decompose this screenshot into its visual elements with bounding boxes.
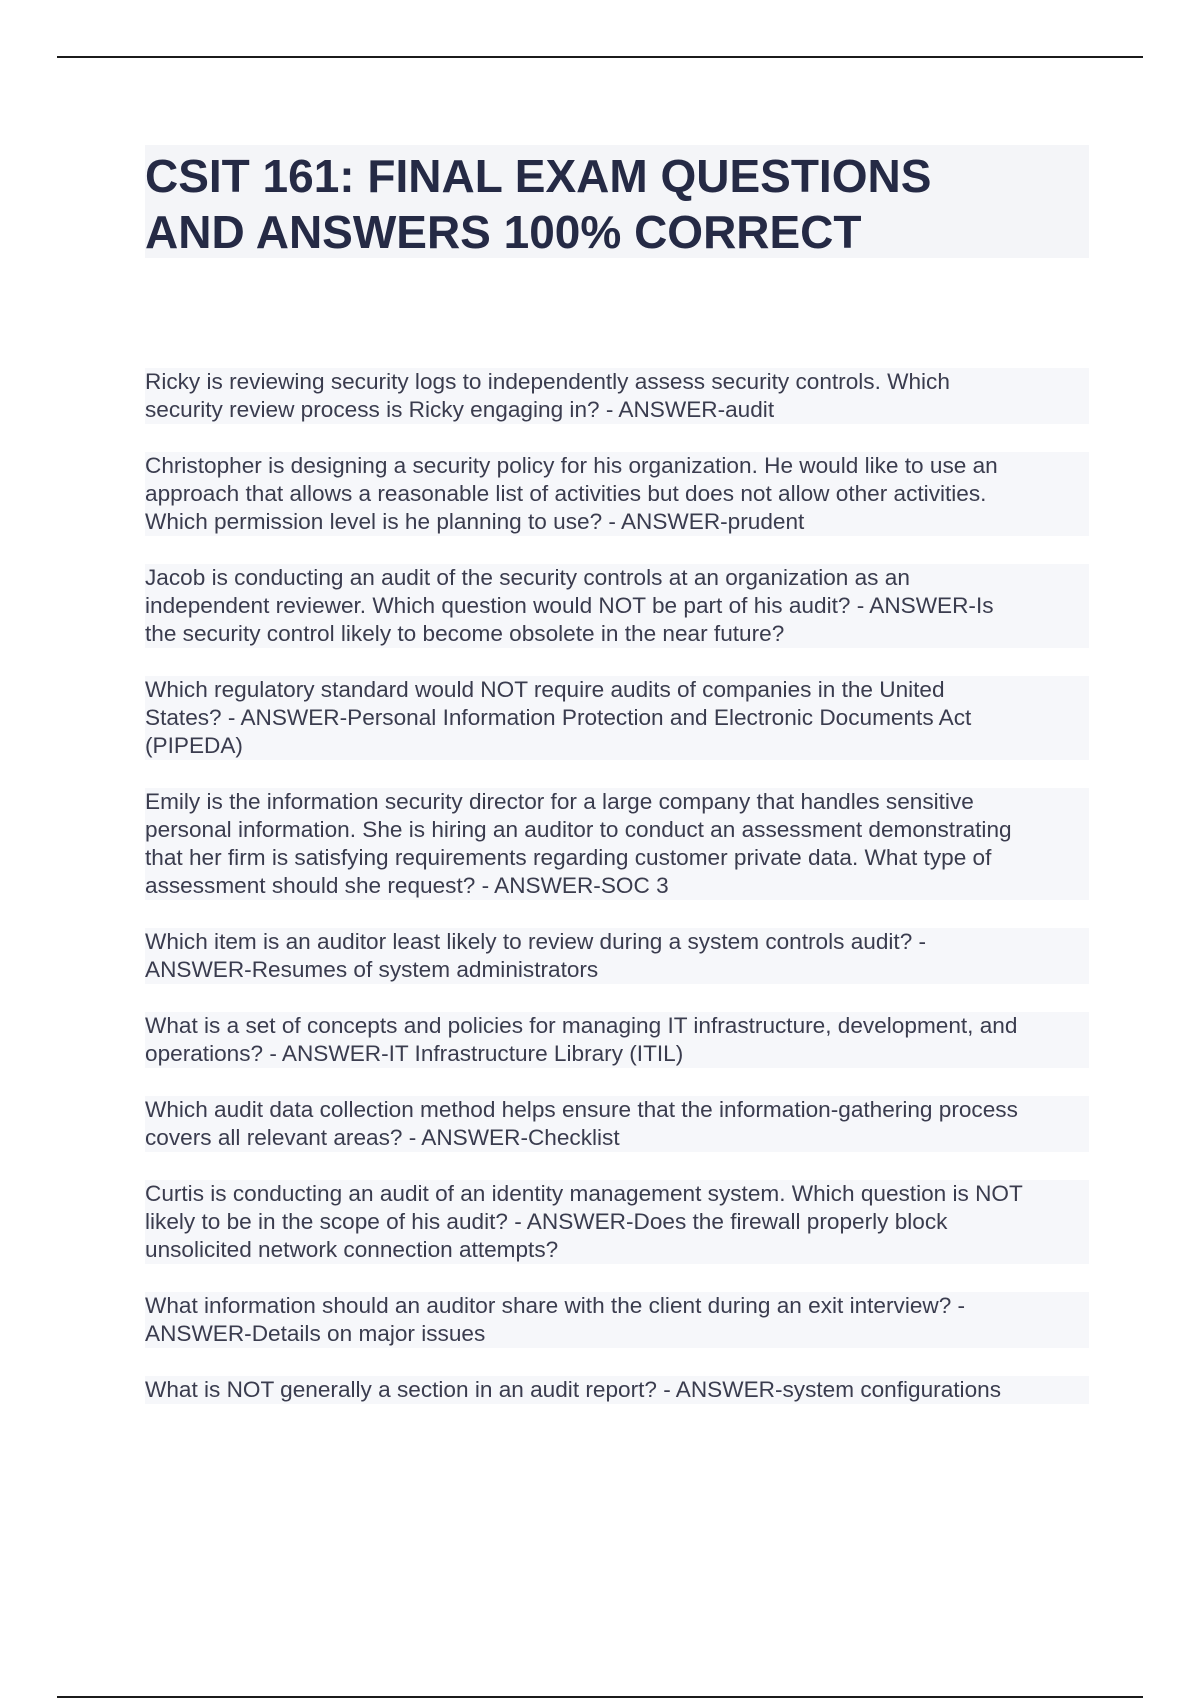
qa-line: unsolicited network connection attempts? [145, 1237, 559, 1262]
qa-item-1 [145, 368, 1089, 424]
qa-item-5 [145, 788, 1089, 900]
qa-line: Emily is the information security director for a large company that handles sensitive [145, 789, 974, 814]
qa-line: Which permission level is he planning to use? - ANSWER-prudent [145, 509, 805, 534]
qa-item-8 [145, 1096, 1089, 1152]
qa-line: Ricky is reviewing security logs to independently assess security controls. Which [145, 369, 950, 394]
qa-line: ANSWER-Resumes of system administrators [145, 957, 599, 982]
qa-line: the security control likely to become obsolete in the near future? [145, 621, 785, 646]
qa-line: security review process is Ricky engaging in? - ANSWER-audit [145, 397, 775, 422]
qa-line: Jacob is conducting an audit of the security controls at an organization as an [145, 565, 910, 590]
qa-item-7 [145, 1012, 1089, 1068]
qa-item-11 [145, 1376, 1089, 1404]
qa-item-10 [145, 1292, 1089, 1348]
qa-item-4 [145, 676, 1089, 760]
title-line-2: AND ANSWERS 100% CORRECT [145, 206, 862, 258]
qa-line: personal information. She is hiring an auditor to conduct an assessment demonstrating [145, 817, 1012, 842]
title-line-1: CSIT 161: FINAL EXAM QUESTIONS [145, 150, 932, 202]
qa-line: (PIPEDA) [145, 733, 243, 758]
qa-line: that her firm is satisfying requirements regarding customer private data. What type of [145, 845, 992, 870]
qa-line: Christopher is designing a security policy for his organization. He would like to use an [145, 453, 998, 478]
qa-line: ANSWER-Details on major issues [145, 1321, 486, 1346]
qa-line: likely to be in the scope of his audit? - ANSWER-Does the firewall properly block [145, 1209, 948, 1234]
bottom-rule [57, 1696, 1143, 1698]
qa-line: covers all relevant areas? - ANSWER-Checklist [145, 1125, 620, 1150]
qa-list [145, 368, 1089, 1432]
qa-line: What information should an auditor share with the client during an exit interview? - [145, 1293, 966, 1318]
qa-item-6 [145, 928, 1089, 984]
qa-item-9 [145, 1180, 1089, 1264]
document-title [145, 145, 1089, 258]
qa-line: approach that allows a reasonable list of activities but does not allow other activities. [145, 481, 987, 506]
qa-line: Curtis is conducting an audit of an identity management system. Which question is NOT [145, 1181, 1023, 1206]
qa-item-3 [145, 564, 1089, 648]
qa-line: operations? - ANSWER-IT Infrastructure Library (ITIL) [145, 1041, 684, 1066]
qa-line: States? - ANSWER-Personal Information Protection and Electronic Documents Act [145, 705, 972, 730]
top-rule [57, 56, 1143, 58]
qa-line: What is a set of concepts and policies for managing IT infrastructure, development, and [145, 1013, 1018, 1038]
qa-line: What is NOT generally a section in an audit report? - ANSWER-system configurations [145, 1377, 1001, 1402]
qa-line: assessment should she request? - ANSWER-SOC 3 [145, 873, 669, 898]
qa-item-2 [145, 452, 1089, 536]
qa-line: Which item is an auditor least likely to review during a system controls audit? - [145, 929, 927, 954]
qa-line: independent reviewer. Which question would NOT be part of his audit? - ANSWER-Is [145, 593, 994, 618]
qa-line: Which audit data collection method helps ensure that the information-gathering process [145, 1097, 1018, 1122]
qa-line: Which regulatory standard would NOT require audits of companies in the United [145, 677, 945, 702]
